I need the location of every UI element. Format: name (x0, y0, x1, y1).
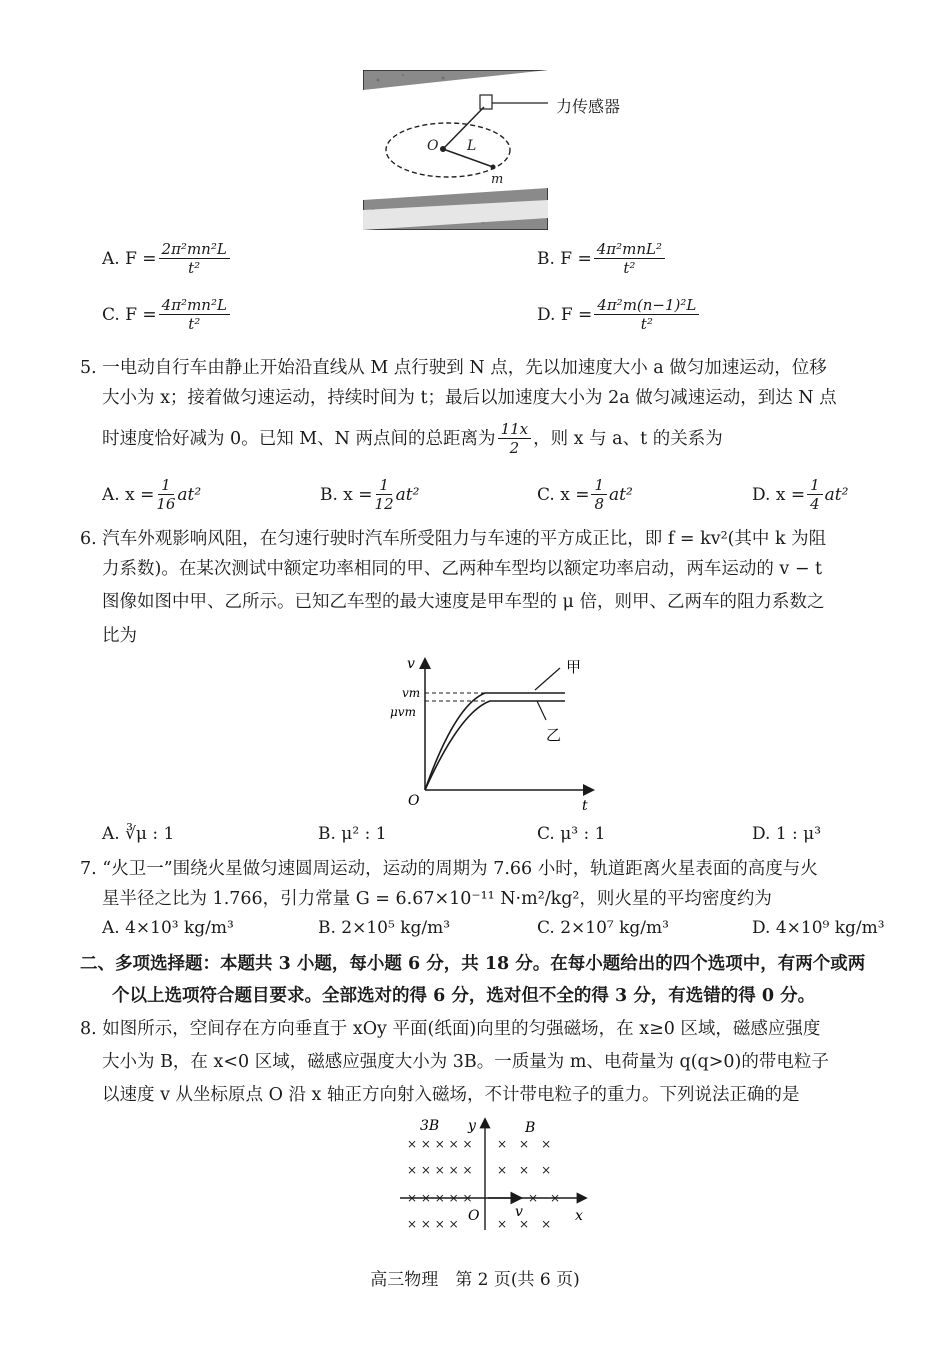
q4-a-fraction (159, 240, 230, 277)
q4-option-a[interactable] (102, 240, 232, 277)
svg-text:× ×: × × (528, 1191, 561, 1205)
page-footer: 高三物理 第 2 页(共 6 页) (370, 1270, 580, 1290)
q5-d-letter: D. x = (752, 484, 806, 505)
q4-c-fraction (159, 296, 230, 333)
magnetic-field-diagram (400, 1112, 600, 1237)
q5-b-den: 12 (374, 495, 394, 513)
q6-line-4: 比为 (102, 626, 137, 646)
q4-a-letter: A. F = (102, 248, 157, 269)
q4-b-den: t² (623, 259, 636, 277)
q5-b-num: 1 (376, 476, 392, 495)
q6-option-c[interactable]: C. μ³ : 1 (537, 824, 606, 844)
q5-c-tail: at² (609, 484, 633, 505)
curve-yi (425, 701, 565, 790)
q4-option-b[interactable] (537, 240, 667, 277)
q5-line-3 (102, 420, 723, 457)
q5-option-c[interactable] (537, 476, 633, 513)
q7-option-c[interactable]: C. 2×10⁷ kg/m³ (537, 918, 669, 938)
q5-b-letter: B. x = (320, 484, 373, 505)
field-crosses-left (407, 1137, 473, 1231)
q4-d-fraction (594, 296, 699, 333)
q5-line-3b: ，则 x 与 a、t 的关系为 (533, 428, 723, 449)
q6-option-d[interactable]: D. 1 : μ³ (752, 824, 822, 844)
q5-c-num: 1 (591, 476, 607, 495)
q4-option-c[interactable] (102, 296, 232, 333)
q4-a-den: t² (188, 259, 201, 277)
svg-text:× × ×: × × × (497, 1137, 552, 1151)
q5-option-a[interactable] (102, 476, 201, 513)
q5-line-3a: 时速度恰好减为 0。已知 M、N 两点间的总距离为 (102, 428, 496, 449)
q5-option-d[interactable] (752, 476, 848, 513)
q8-line-2: 大小为 B，在 x<0 区域，磁感应强度大小为 3B。一质量为 m、电荷量为 q(q>0)的带电粒子 (102, 1052, 829, 1072)
label-jia: 甲 (566, 658, 582, 676)
q7-option-a[interactable]: A. 4×10³ kg/m³ (102, 918, 234, 938)
vt-graph-svg (360, 650, 600, 815)
curve-jia (425, 693, 565, 790)
origin-label: O (408, 793, 420, 809)
q7-line-2: 星半径之比为 1.766，引力常量 G = 6.67×10⁻¹¹ N·m²/kg²，则火星的平均密度约为 (102, 889, 772, 909)
q4-b-num: 4π²mnL² (594, 240, 665, 259)
q5-c-fraction (591, 476, 607, 513)
q7-line-1: 7. “火卫一”围绕火星做匀速圆周运动，运动的周期为 7.66 小时，轨道距离火星表面的高度与火 (80, 859, 818, 879)
q4-b-letter: B. F = (537, 248, 592, 269)
q4-c-num: 4π²mn²L (159, 296, 230, 315)
q5-a-letter: A. x = (102, 484, 155, 505)
q5-total-fraction (498, 420, 532, 457)
q5-d-den: 4 (810, 495, 820, 513)
q5-c-den: 8 (594, 495, 604, 513)
q4-d-den: t² (640, 315, 653, 333)
svg-text:× × × ×: × × × × (407, 1217, 459, 1231)
q5-b-tail: at² (395, 484, 420, 505)
vt-graph (360, 650, 600, 815)
q5-a-num: 1 (158, 476, 174, 495)
q4-c-letter: C. F = (102, 304, 157, 325)
label-yi: 乙 (546, 726, 562, 744)
q5-d-num: 1 (807, 476, 823, 495)
q5-a-den: 16 (156, 495, 176, 513)
q4-d-letter: D. F = (537, 304, 593, 325)
axis-v-label: v (407, 656, 415, 672)
svg-text:× × × × ×: × × × × × (407, 1191, 473, 1205)
label-3B: 3B (420, 1118, 440, 1134)
q6-line-3: 图像如图中甲、乙所示。已知乙车型的最大速度是甲车型的 μ 倍，则甲、乙两车的阻力系数之 (102, 592, 825, 612)
q8-line-3: 以速度 v 从坐标原点 O 沿 x 轴正方向射入磁场，不计带电粒子的重力。下列说法正确的是 (102, 1085, 800, 1105)
svg-text:× × ×: × × × (497, 1217, 552, 1231)
label-v: v (515, 1204, 523, 1220)
q5-c-letter: C. x = (537, 484, 590, 505)
q5-total-den: 2 (509, 439, 520, 457)
field-crosses-right (497, 1137, 560, 1231)
label-B: B (525, 1120, 536, 1136)
figure-force-sensor (363, 70, 548, 230)
q4-option-d[interactable] (537, 296, 701, 333)
q6-line-1: 6. 汽车外观影响风阻，在匀速行驶时汽车所受阻力与车速的平方成正比，即 f = kv²(其中 k 为阻 (80, 529, 827, 549)
q7-option-d[interactable]: D. 4×10⁹ kg/m³ (752, 918, 885, 938)
q4-d-num: 4π²m(n−1)²L (594, 296, 699, 315)
q5-line-1: 5. 一电动自行车由静止开始沿直线从 M 点行驶到 N 点，先以加速度大小 a 做匀加速运动，位移 (80, 358, 827, 378)
axis-x-label: x (575, 1208, 583, 1224)
q7-option-b[interactable]: B. 2×10⁵ kg/m³ (318, 918, 451, 938)
svg-text:× × ×: × × × (497, 1163, 552, 1177)
q4-a-num: 2π²mn²L (159, 240, 230, 259)
q6-line-2: 力系数)。在某次测试中额定功率相同的甲、乙两种车型均以额定功率启动，两车运动的 v − t (102, 559, 823, 579)
tick-muvm: μvm (390, 705, 416, 719)
q4-c-den: t² (188, 315, 201, 333)
section2-line-2: 个以上选项符合题目要求。全部选对的得 6 分，选对但不全的得 3 分，有选错的得 0 分。 (112, 986, 816, 1006)
axis-t-label: t (582, 798, 588, 814)
svg-text:× × × × ×: × × × × × (407, 1163, 473, 1177)
axis-y-label: y (468, 1118, 476, 1134)
label-force-sensor: 力传感器 (556, 97, 621, 116)
q5-a-fraction (156, 476, 175, 513)
q8-line-1: 8. 如图所示，空间存在方向垂直于 xOy 平面(纸面)向里的匀强磁场，在 x≥0 区域，磁感应强度 (80, 1019, 821, 1039)
label-O: O (427, 138, 439, 154)
label-m: m (491, 172, 504, 187)
q5-a-tail: at² (177, 484, 202, 505)
q5-total-num: 11x (498, 420, 532, 439)
q5-line-2: 大小为 x；接着做匀速运动，持续时间为 t；最后以加速度大小为 2a 做匀减速运动，到达 N 点 (102, 388, 837, 408)
q4-b-fraction (594, 240, 665, 277)
q5-option-b[interactable] (320, 476, 419, 513)
label-L: L (467, 138, 477, 154)
q5-d-fraction (807, 476, 823, 513)
force-sensor-diagram (363, 70, 548, 230)
q6-option-b[interactable]: B. μ² : 1 (318, 824, 387, 844)
q6-option-a[interactable]: A. ∛μ : 1 (102, 824, 175, 844)
q5-d-tail: at² (824, 484, 849, 505)
svg-text:× × × × ×: × × × × × (407, 1137, 473, 1151)
magnetic-field-svg (400, 1112, 600, 1237)
origin-label-q8: O (468, 1208, 480, 1224)
q5-b-fraction (375, 476, 394, 513)
section2-line-1: 二、多项选择题：本题共 3 小题，每小题 6 分，共 18 分。在每小题给出的四个选项中，有两个或两 (80, 954, 866, 974)
tick-vm: vm (402, 686, 421, 700)
